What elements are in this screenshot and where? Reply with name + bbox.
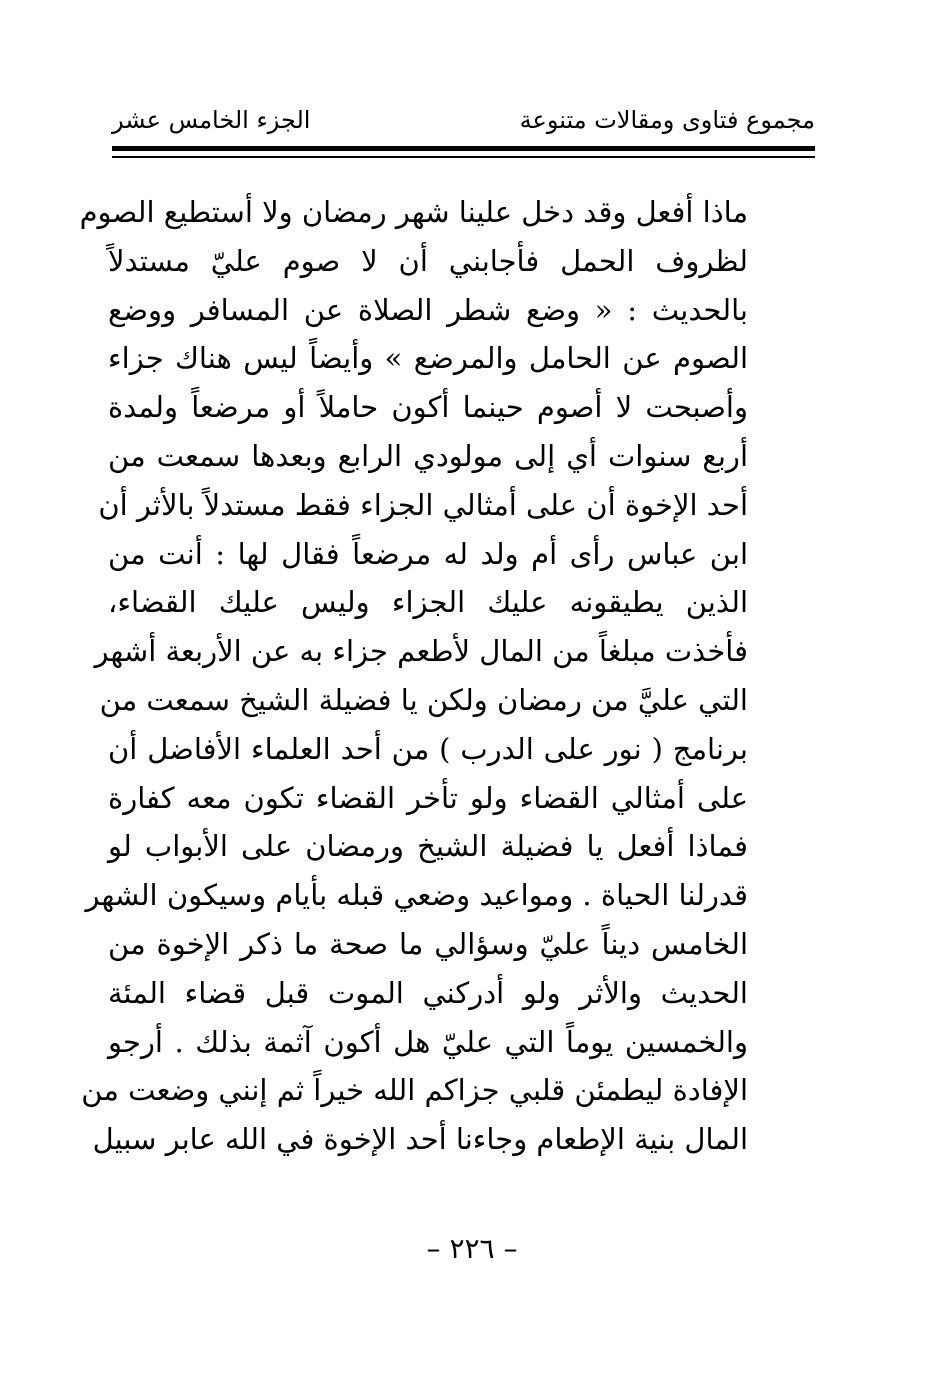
header-rule-thin xyxy=(112,156,815,158)
text-line: الحديث والأثر ولو أدركني الموت قبل قضاء المئة xyxy=(108,975,748,1010)
text-line: والخمسين يوماً التي عليّ هل أكون آثمة بذلك . أرجو xyxy=(108,1024,748,1059)
text-line: التي عليَّ من رمضان ولكن يا فضيلة الشيخ سمعت من xyxy=(99,682,748,717)
text-line: قدرلنا الحياة . ومواعيد وضعي قبله بأيام وسيكون الشهر xyxy=(85,878,748,913)
running-header xyxy=(112,102,815,146)
text-line: بالحديث : « وضع شطر الصلاة عن المسافر ووضع xyxy=(108,292,748,327)
text-line: على أمثالي القضاء ولو تأخر القضاء تكون معه كفارة xyxy=(108,780,748,815)
text-line: أحد الإخوة أن على أمثالي الجزاء فقط مستدلاً بالأثر أن xyxy=(98,487,748,522)
text-line: الصوم عن الحامل والمرضع » وأيضاً ليس هناك جزاء xyxy=(108,341,748,376)
header-rule-thick xyxy=(112,146,815,151)
body-text xyxy=(79,188,748,1164)
text-line: فماذا أفعل يا فضيلة الشيخ ورمضان على الأبواب لو xyxy=(108,829,748,864)
book-title: مجموع فتاوى ومقالات متنوعة xyxy=(519,106,815,134)
volume-label: الجزء الخامس عشر xyxy=(112,106,311,134)
text-line: لظروف الحمل فأجابني أن لا صوم عليّ مستدلاً xyxy=(108,243,748,278)
text-line: وأصبحت لا أصوم حينما أكون حاملاً أو مرضعاً ولمدة xyxy=(108,390,748,425)
page-number: – ٢٢٦ – xyxy=(426,1232,518,1265)
text-line: ابن عباس رأى أم ولد له مرضعاً فقال لها : أنت من xyxy=(108,536,748,571)
text-line: الخامس ديناً عليّ وسؤالي ما صحة ما ذكر الإخوة من xyxy=(108,926,748,961)
text-line: الإفادة ليطمئن قلبي جزاكم الله خيراً ثم إنني وضعت من xyxy=(81,1073,748,1108)
text-line: برنامج ( نور على الدرب ) من أحد العلماء الأفاضل أن xyxy=(108,731,748,766)
text-line: ماذا أفعل وقد دخل علينا شهر رمضان ولا أستطيع الصوم xyxy=(79,195,748,229)
text-line: المال بنية الإطعام وجاءنا أحد الإخوة في الله عابر سبيل xyxy=(92,1122,748,1157)
text-line: الذين يطيقونه عليك الجزاء وليس عليك القضاء، xyxy=(108,585,748,620)
text-line: فأخذت مبلغاً من المال لأطعم جزاء به عن الأربعة أشهر xyxy=(94,634,748,669)
text-line: أربع سنوات أي إلى مولودي الرابع وبعدها سمعت من xyxy=(108,438,748,473)
